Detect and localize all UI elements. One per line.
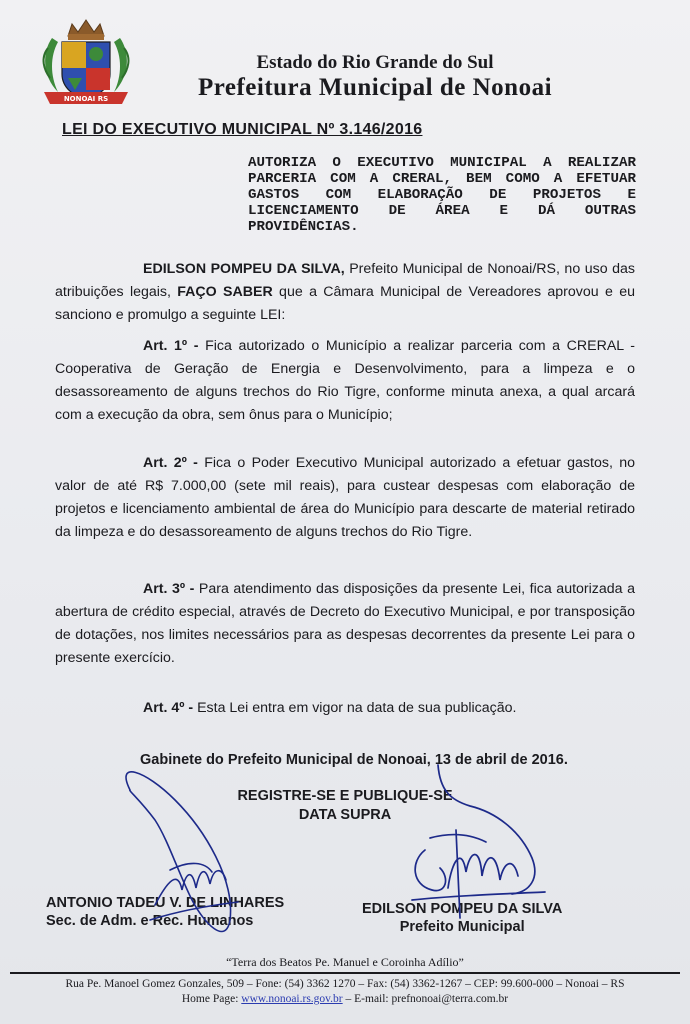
signatory-role: Prefeito Municipal bbox=[399, 919, 525, 935]
footer-contact bbox=[0, 993, 690, 1005]
law-title: LEI DO EXECUTIVO MUNICIPAL Nº 3.146/2016 bbox=[62, 121, 423, 138]
signatory-name: ANTONIO TADEU V. DE LINHARES bbox=[46, 895, 285, 911]
signatory-secretary bbox=[46, 894, 284, 930]
article-label: Art. 2º - bbox=[143, 455, 198, 471]
crest-banner-text: NONOAI RS bbox=[63, 95, 109, 103]
mayor-name: EDILSON POMPEU DA SILVA, bbox=[143, 261, 345, 277]
preamble-text-2: que a Câmara Municipal de Vereadores aprovou e eu sanciono e promulgo a seguinte LEI: bbox=[55, 284, 635, 323]
registre-block bbox=[230, 787, 460, 825]
article-text: Fica o Poder Executivo Municipal autorizado a efetuar gastos, no valor de até R$ 7.000,00 (sete mil reais), para custear despesas com elaboração de projetos e licenciamento ambiental de área do Município para descarte de material retirado da limpeza e do desassoreamento de alguns trechos do Rio Tigre. bbox=[55, 455, 635, 540]
signatory-name: EDILSON POMPEU DA SILVA bbox=[362, 901, 563, 917]
state-heading: Estado do Rio Grande do Sul bbox=[256, 52, 494, 73]
closing-line: Gabinete do Prefeito Municipal de Nonoai, 13 de abril de 2016. bbox=[140, 752, 568, 768]
email-address: prefnonoai@terra.com.br bbox=[391, 993, 509, 1005]
signatory-mayor bbox=[362, 900, 562, 936]
data-supra-line: DATA SUPRA bbox=[298, 807, 392, 823]
preamble bbox=[55, 258, 635, 327]
email-label: – E-mail: bbox=[342, 993, 392, 1005]
article-1 bbox=[55, 335, 635, 427]
homepage-label: Home Page: bbox=[181, 993, 242, 1005]
article-text: Fica autorizado o Município a realizar parceria com a CRERAL - Cooperativa de Geração de Energia e Desenvolvimento, para a limpeza e o desassoreamento de alguns trechos do Rio Tigre, conforme minuta anexa, a qual arcará com a execução da obra, sem ônus para o Município; bbox=[55, 338, 635, 423]
homepage-link[interactable]: www.nonoai.rs.gov.br bbox=[241, 993, 343, 1005]
article-text: Esta Lei entra em vigor na data de sua publicação. bbox=[193, 700, 517, 716]
registre-line: REGISTRE-SE E PUBLIQUE-SE bbox=[237, 788, 453, 804]
article-3 bbox=[55, 578, 635, 670]
article-2 bbox=[55, 452, 635, 544]
article-label: Art. 3º - bbox=[143, 581, 195, 597]
article-label: Art. 4º - bbox=[143, 700, 194, 716]
preamble-text: Prefeito Municipal de Nonoai/RS, no uso das atribuições legais, bbox=[55, 261, 636, 300]
law-summary: AUTORIZA O EXECUTIVO MUNICIPAL A REALIZAR PARCERIA COM A CRERAL, BEM COMO A EFETUAR GASTOS COM ELABORAÇÃO DE PROJETOS E LICENCIAMENTO DE ÁREA E DÁ OUTRAS PROVIDÊNCIAS. bbox=[248, 155, 636, 235]
municipal-motto: “Terra dos Beatos Pe. Manuel e Coroinha Adílio” bbox=[226, 955, 464, 969]
signatory-role: Sec. de Adm. e Rec. Humanos bbox=[46, 913, 254, 929]
preamble-emphasis: FAÇO SABER bbox=[177, 284, 273, 300]
article-4 bbox=[55, 697, 635, 720]
footer-divider bbox=[10, 972, 680, 974]
article-text: Para atendimento das disposições da presente Lei, fica autorizada a abertura de crédito especial, através de Decreto do Executivo Municipal, e por transposição de dotações, nos limites necessários para as despesas decorrentes da presente Lei para o presente exercício. bbox=[55, 581, 635, 666]
prefecture-heading: Prefeitura Municipal de Nonoai bbox=[197, 74, 553, 101]
footer-address: Rua Pe. Manoel Gomez Gonzales, 509 – Fone: (54) 3362 1270 – Fax: (54) 3362-1267 – CEP: 99.600-000 – Nonoai – RS bbox=[65, 978, 625, 990]
article-label: Art. 1º - bbox=[143, 338, 199, 354]
